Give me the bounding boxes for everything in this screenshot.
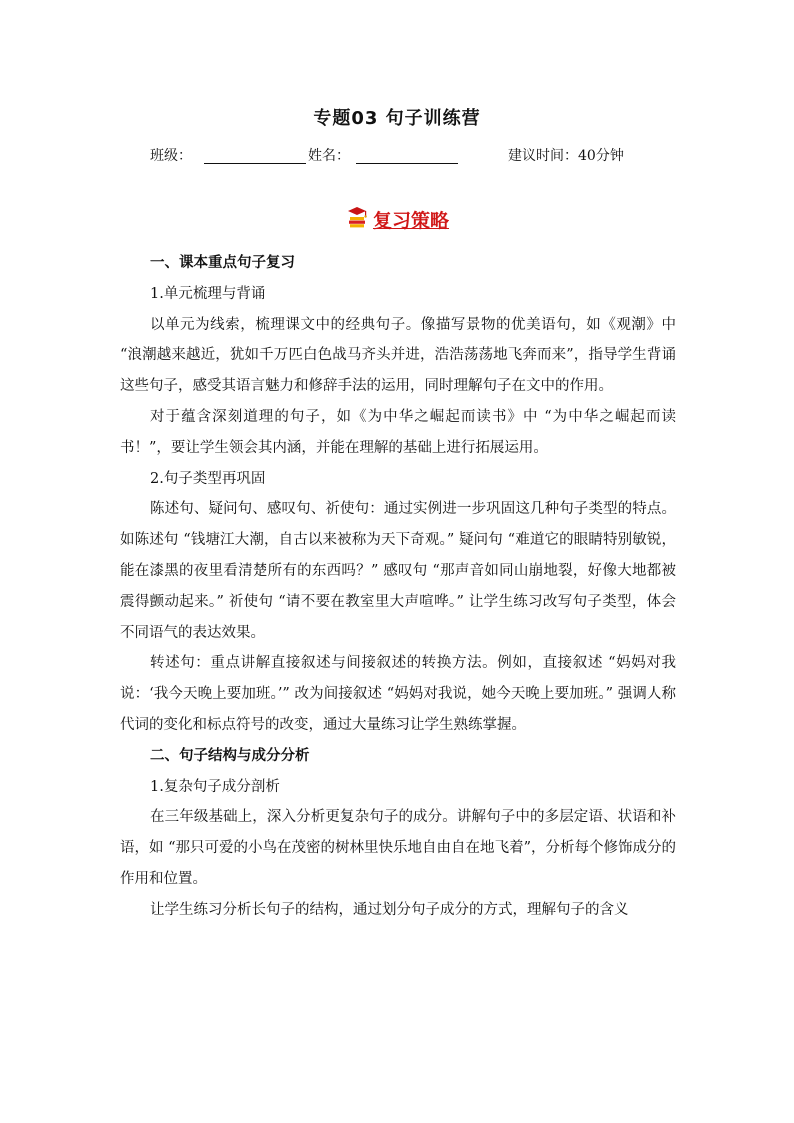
suggested-time: 建议时间：40分钟: [508, 148, 624, 164]
section-heading: [0, 205, 794, 233]
paragraph: 让学生练习分析长句子的结构，通过划分句子成分的方式，理解句子的含义: [150, 901, 629, 918]
class-blank-line[interactable]: [204, 163, 306, 164]
student-info-row: [150, 145, 670, 167]
name-label: 姓名：: [308, 148, 350, 164]
paragraph: 以单元为线索，梳理课文中的经典句子。像描写景物的优美语句，如《观潮》中 “浪潮越来越近，犹如千万匹白色战马齐头并进，浩浩荡荡地飞奔而来”，指导学生背诵这些句子，感受其语言魅力和修辞手法的运用，同时理解句子在文中的作用。: [120, 316, 676, 395]
paragraph: 陈述句、疑问句、感叹句、祈使句：通过实例进一步巩固这几种句子类型的特点。如陈述句 “钱塘江大潮，自古以来被称为天下奇观。” 疑问句 “难道它的眼睛特别敏锐，能在漆黑的夜里看清楚所有的东西吗？” 感叹句 “那声音如同山崩地裂，好像大地都被震得颤动起来。” 祈使句 “请不要在教室里大声喧哗。” 让学生练习改写句子类型，体会不同语气的表达效果。: [120, 501, 676, 641]
page-title: 专题03 句子训练营: [313, 108, 481, 129]
paragraph: 转述句：重点讲解直接叙述与间接叙述的转换方法。例如，直接叙述 “妈妈对我说：‘我今天晚上要加班。’” 改为间接叙述 “妈妈对我说，她今天晚上要加班。” 强调人称代词的变化和标点符号的改变，通过大量练习让学生熟练掌握。: [120, 655, 676, 733]
book-stack-icon: [345, 205, 369, 233]
document-body: [120, 248, 676, 926]
heading-level2: 1.复杂句子成分剖析: [150, 778, 280, 795]
heading-level1: 一、课本重点句子复习: [150, 254, 295, 271]
heading-level2: 1.单元梳理与背诵: [150, 285, 266, 302]
paragraph: 在三年级基础上，深入分析更复杂句子的成分。讲解句子中的多层定语、状语和补语，如 “那只可爱的小鸟在茂密的树林里快乐地自由自在地飞着”，分析每个修饰成分的作用和位置。: [120, 809, 676, 887]
class-label: 班级：: [150, 148, 192, 164]
section-title: 复习策略: [372, 209, 449, 232]
paragraph: 对于蕴含深刻道理的句子，如《为中华之崛起而读书》中 “为中华之崛起而读书！”，要让学生领会其内涵，并能在理解的基础上进行拓展运用。: [120, 408, 676, 456]
name-blank-line[interactable]: [356, 163, 458, 164]
heading-level2: 2.句子类型再巩固: [150, 470, 266, 487]
heading-level1: 二、句子结构与成分分析: [150, 746, 310, 764]
